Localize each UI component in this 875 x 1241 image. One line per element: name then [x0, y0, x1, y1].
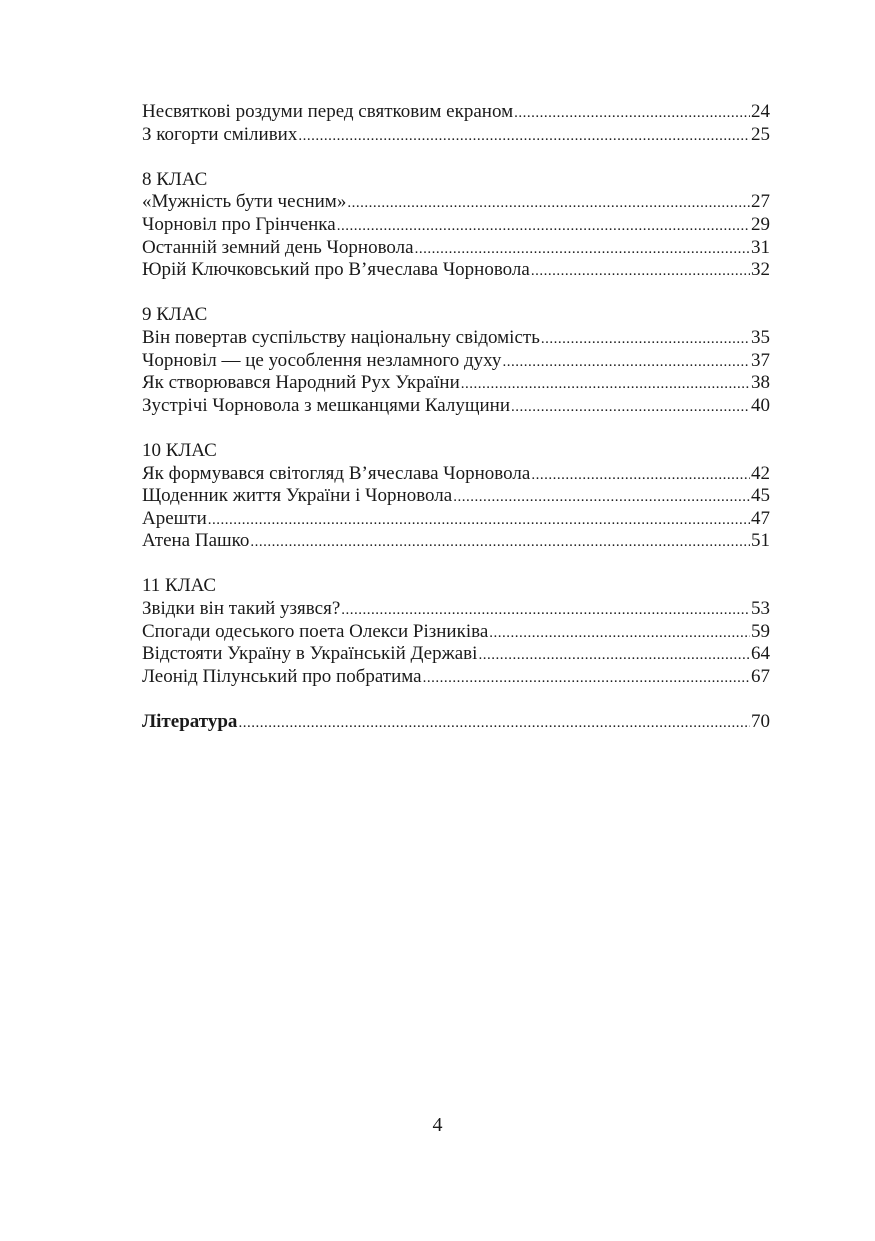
- toc-entry-page: 67: [751, 665, 770, 687]
- toc-entry-page: 42: [751, 462, 770, 484]
- toc-entry-title: Останній земний день Чорновола: [142, 236, 414, 258]
- toc-entry: [142, 372, 770, 395]
- toc-entry: [142, 508, 770, 531]
- spacer: [142, 146, 770, 169]
- toc-entry-page: 47: [751, 507, 770, 529]
- spacer: [142, 688, 770, 711]
- toc-entry-title: Відстояти Україну в Українській Державі: [142, 643, 478, 665]
- toc-entry-title: Звідки він такий узявся?: [142, 598, 341, 620]
- dot-leader: [238, 712, 750, 735]
- toc-entry-page: 29: [751, 213, 770, 235]
- dot-leader: [208, 509, 750, 532]
- toc-entry-page: 24: [751, 101, 770, 122]
- toc-entry-page: 27: [751, 191, 770, 213]
- dot-leader: [489, 622, 750, 645]
- spacer: [142, 553, 770, 576]
- dot-leader: [453, 486, 750, 509]
- toc-entry-title: «Мужність бути чесним»: [142, 191, 347, 213]
- dot-leader: [298, 125, 750, 148]
- dot-leader: [502, 351, 750, 374]
- toc-entry-page: 59: [751, 620, 770, 642]
- toc-entry-page: 38: [751, 372, 770, 394]
- toc-entry: [142, 666, 770, 689]
- toc-entry: [142, 101, 770, 124]
- dot-leader: [341, 599, 750, 622]
- dot-leader: [347, 192, 750, 215]
- toc-entry: [142, 463, 770, 486]
- toc-entry-title: З когорти сміливих: [142, 123, 298, 145]
- toc-entry: [142, 598, 770, 621]
- toc-entry: [142, 124, 770, 147]
- section-heading: 8 КЛАС: [142, 168, 208, 190]
- spacer: [142, 417, 770, 440]
- toc-entry-title: Леонід Пілунський про побратима: [142, 665, 422, 687]
- toc-entry-title: Він повертав суспільству національну свідомість: [142, 326, 540, 348]
- toc-entry-page: 32: [751, 259, 770, 281]
- toc-entry-page: 70: [751, 711, 770, 733]
- toc-entry: [142, 485, 770, 508]
- toc-entry: [142, 395, 770, 418]
- toc-entry: [142, 191, 770, 214]
- dot-leader: [250, 531, 750, 554]
- toc-entry-page: 53: [751, 598, 770, 620]
- toc-entry-page: 64: [751, 643, 770, 665]
- toc-entry: [142, 350, 770, 373]
- toc-entry-page: 35: [751, 326, 770, 348]
- toc-entry: [142, 214, 770, 237]
- toc-entry: [142, 621, 770, 644]
- toc-entry: [142, 530, 770, 553]
- toc-entry-title: Як формувався світогляд В’ячеслава Чорновола: [142, 462, 531, 484]
- toc-entry: [142, 643, 770, 666]
- toc-entry-literature: [142, 711, 770, 734]
- section-heading: 11 КЛАС: [142, 575, 217, 597]
- toc-entry-title: Чорновіл про Грінченка: [142, 213, 336, 235]
- table-of-contents: [142, 101, 770, 734]
- dot-leader: [337, 215, 750, 238]
- toc-entry-title: Атена Пашко: [142, 530, 250, 552]
- toc-entry-title: Література: [142, 711, 238, 733]
- dot-leader: [511, 396, 750, 419]
- dot-leader: [514, 102, 750, 125]
- dot-leader: [423, 667, 750, 690]
- dot-leader: [541, 328, 750, 351]
- toc-entry-title: Спогади одеського поета Олекси Різниківа: [142, 620, 489, 642]
- dot-leader: [478, 644, 750, 667]
- toc-entry: [142, 259, 770, 282]
- toc-entry-page: 31: [751, 236, 770, 258]
- toc-entry-title: Арешти: [142, 507, 207, 529]
- dot-leader: [461, 373, 750, 396]
- toc-entry-page: 37: [751, 349, 770, 371]
- toc-entry-title: Юрій Ключковський про В’ячеслава Чорновола: [142, 259, 530, 281]
- toc-entry-title: Щоденник життя України і Чорновола: [142, 485, 453, 507]
- page-number: 4: [432, 1114, 443, 1136]
- dot-leader: [415, 238, 750, 261]
- dot-leader: [531, 260, 750, 283]
- toc-entry: [142, 327, 770, 350]
- toc-entry-title: Зустрічі Чорновола з мешканцями Калущини: [142, 394, 510, 416]
- toc-entry-title: Несвяткові роздуми перед святковим екраном: [142, 101, 514, 122]
- dot-leader: [531, 464, 750, 487]
- toc-entry-title: Як створювався Народний Рух України: [142, 372, 460, 394]
- toc-entry-page: 40: [751, 394, 770, 416]
- toc-entry-page: 51: [751, 530, 770, 552]
- toc-entry-page: 25: [751, 123, 770, 145]
- toc-entry: [142, 237, 770, 260]
- section-heading: 10 КЛАС: [142, 439, 217, 461]
- spacer: [142, 282, 770, 305]
- toc-entry-page: 45: [751, 485, 770, 507]
- toc-entry-title: Чорновіл — це уособлення незламного духу: [142, 349, 502, 371]
- section-heading: 9 КЛАС: [142, 304, 208, 326]
